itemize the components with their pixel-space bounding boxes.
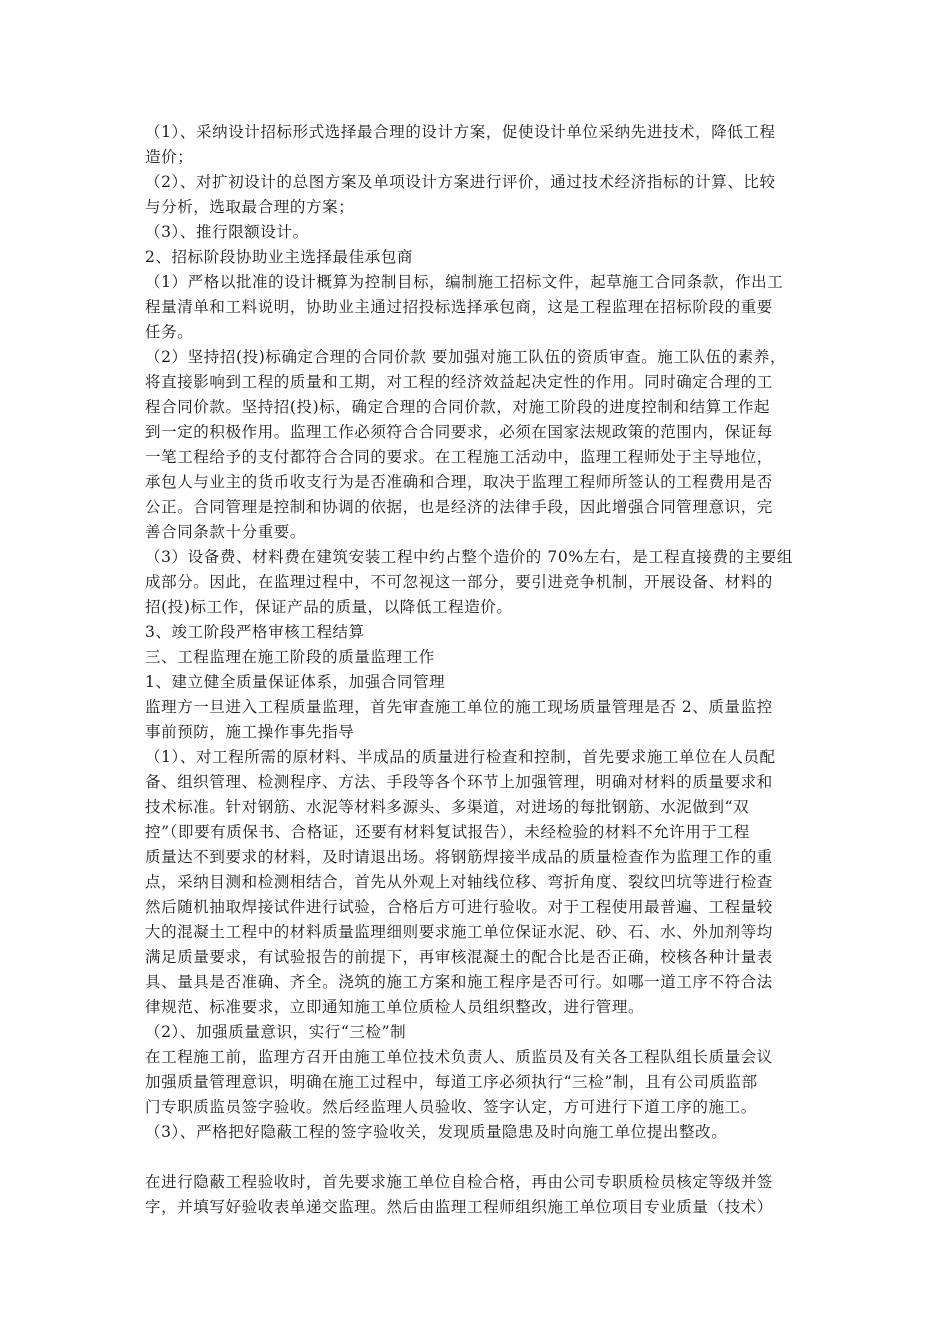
text-line: 技术标准。针对钢筋、水泥等材料多源头、多渠道，对进场的每批钢筋、水泥做到“双 — [145, 798, 750, 816]
text-line: 律规范、标准要求，立即通知施工单位质检人员组织整改，进行管理。 — [145, 998, 645, 1016]
text-line: 程合同价款。坚持招(投)标，确定合理的合同价款，对施工阶段的进度控制和结算工作起 — [145, 398, 771, 416]
text-line: 加强质量管理意识，明确在施工过程中，每道工序必须执行“三检”制，且有公司质监部 — [145, 1073, 758, 1091]
text-line: （1）、对工程所需的原材料、半成品的质量进行检查和控制，首先要求施工单位在人员配 — [145, 748, 776, 766]
text-line: 成部分。因此，在监理过程中，不可忽视这一部分，要引进竞争机制，开展设备、材料的 — [145, 573, 773, 591]
text-line: 将直接影响到工程的质量和工期，对工程的经济效益起决定性的作用。同时确定合理的工 — [145, 373, 773, 391]
text-line: 事前预防，施工操作事先指导 — [145, 723, 355, 741]
text-line: （2）、对扩初设计的总图方案及单项设计方案进行评价，通过技术经济指标的计算、比较 — [145, 173, 776, 191]
text-line: 字，并填写好验收表单递交监理。然后由监理工程师组织施工单位项目专业质量（技术） — [145, 1198, 773, 1216]
text-line: 公正。合同管理是控制和协调的依据，也是经济的法律手段，因此增强合同管理意识，完 — [145, 498, 773, 516]
text-line: （3）设备费、材料费在建筑安装工程中约占整个造价的 70%左右，是工程直接费的主要组 — [145, 548, 793, 566]
section-heading: 三、工程监理在施工阶段的质量监理工作 — [145, 648, 435, 666]
section-heading: 1、建立健全质量保证体系，加强合同管理 — [145, 673, 446, 691]
text-line: 与分析，选取最合理的方案； — [145, 198, 355, 216]
text-line: 到一定的积极作用。监理工作必须符合合同要求，必须在国家法规政策的范围内，保证每 — [145, 423, 773, 441]
text-line: 具、量具是否准确、齐全。浇筑的施工方案和施工程序是否可行。如哪一道工序不符合法 — [145, 973, 773, 991]
text-line: 承包人与业主的货币收支行为是否准确和合理，取决于监理工程师所签认的工程费用是否 — [145, 473, 773, 491]
text-line: （2）、加强质量意识，实行“三检”制 — [145, 1023, 407, 1041]
text-line: （3）、推行限额设计。 — [145, 223, 309, 241]
text-line: 大的混凝土工程中的材料质量监理细则要求施工单位保证水泥、砂、石、水、外加剂等均 — [145, 923, 773, 941]
text-line: 点，采纳目测和检测相结合，首先从外观上对轴线位移、弯折角度、裂纹凹坑等进行检查 — [145, 873, 773, 891]
text-line: 在工程施工前，监理方召开由施工单位技术负责人、质监员及有关各工程队组长质量会议 — [145, 1048, 773, 1066]
text-line: 然后随机抽取焊接试件进行试验，合格后方可进行验收。对于工程使用最普遍、工程量较 — [145, 898, 773, 916]
text-line: 监理方一旦进入工程质量监理，首先审查施工单位的施工现场质量管理是否 2、质量监控 — [145, 698, 773, 716]
text-line: 造价； — [145, 148, 194, 166]
blank-line — [145, 1145, 810, 1170]
text-line: 门专职质监员签字验收。然后经监理人员验收、签字认定，方可进行下道工序的施工。 — [145, 1098, 757, 1116]
text-line: （3）、严格把好隐蔽工程的签字验收关，发现质量隐患及时向施工单位提出整改。 — [145, 1123, 728, 1141]
text-line: 备、组织管理、检测程序、方法、手段等各个环节上加强管理，明确对材料的质量要求和 — [145, 773, 773, 791]
text-line: （2）坚持招(投)标确定合理的合同价款 要加强对施工队伍的资质审查。施工队伍的素养， — [145, 348, 787, 366]
text-line: 在进行隐蔽工程验收时，首先要求施工单位自检合格，再由公司专职质检员核定等级并签 — [145, 1173, 773, 1191]
text-line: （1）、采纳设计招标形式选择最合理的设计方案，促使设计单位采纳先进技术，降低工程 — [145, 123, 776, 141]
text-line: （1）严格以批准的设计概算为控制目标，编制施工招标文件，起草施工合同条款，作出工 — [145, 273, 784, 291]
text-line: 质量达不到要求的材料，及时请退出场。将钢筋焊接半成品的质量检查作为监理工作的重 — [145, 848, 773, 866]
text-line: 任务。 — [145, 323, 194, 341]
text-line: 善合同条款十分重要。 — [145, 523, 307, 541]
section-heading: 2、招标阶段协助业主选择最佳承包商 — [145, 248, 414, 266]
text-line: 满足质量要求，有试验报告的前提下，再审核混凝土的配合比是否正确，校核各种计量表 — [145, 948, 773, 966]
text-line: 一笔工程给予的支付都符合合同的要求。在工程施工活动中，监理工程师处于主导地位， — [145, 448, 773, 466]
section-heading: 3、竣工阶段严格审核工程结算 — [145, 623, 365, 641]
text-line: 程量清单和工料说明，协助业主通过招投标选择承包商，这是工程监理在招标阶段的重要 — [145, 298, 773, 316]
document-body — [145, 120, 810, 1220]
text-line: 招(投)标工作，保证产品的质量，以降低工程造价。 — [145, 598, 513, 616]
text-line: 控”（即要有质保书、合格证，还要有材料复试报告），未经检验的材料不允许用于工程 — [145, 823, 750, 841]
